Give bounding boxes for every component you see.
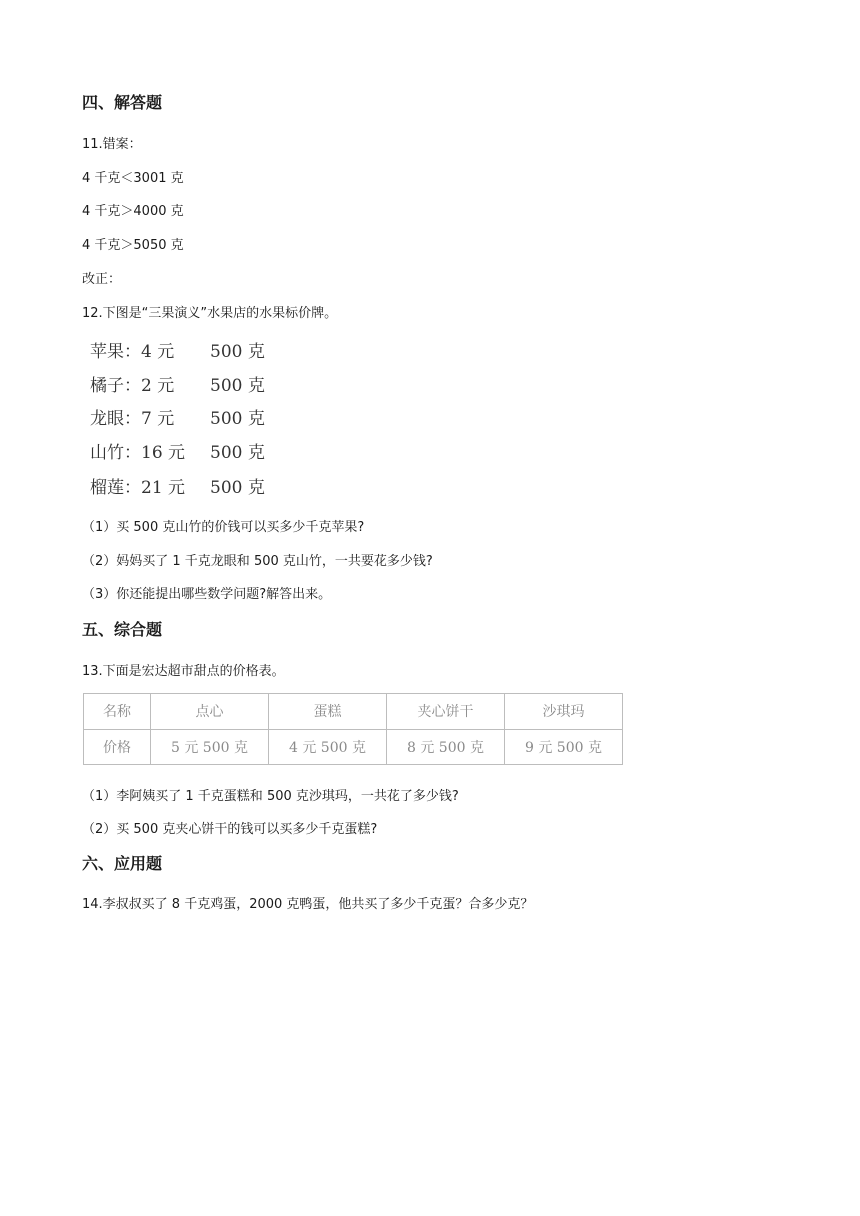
q11-line-1: 4 千克＜3001 克 [82, 171, 184, 186]
table-cell: 价格 [84, 729, 151, 765]
q11-line-3: 4 千克＞5050 克 [82, 238, 184, 253]
section-6-title: 六、应用题 [82, 854, 163, 873]
price-tag-weight: 500 克 [210, 376, 265, 396]
table-cell: 夹心饼干 [387, 694, 505, 730]
q11-stem: 11.错案： [82, 137, 142, 152]
table-row [84, 694, 623, 730]
price-tag-weight: 500 克 [210, 409, 265, 429]
price-table [83, 693, 623, 765]
q13-sub-2: （2）买 500 克夹心饼干的钱可以买多少千克蛋糕? [82, 822, 378, 837]
q13-sub-1: （1）李阿姨买了 1 千克蛋糕和 500 克沙琪玛，一共花了多少钱? [82, 789, 459, 804]
section-5-title: 五、综合题 [82, 620, 163, 639]
price-tag-weight: 500 克 [210, 443, 265, 463]
price-tag-name-price: 榴莲：21 元 [90, 478, 186, 498]
price-tag-weight: 500 克 [210, 342, 265, 362]
price-tag-row [90, 473, 265, 498]
q12-stem: 12.下图是“三果演义”水果店的水果标价牌。 [82, 306, 338, 321]
table-cell: 名称 [84, 694, 151, 730]
price-tag-name-price: 苹果：4 元 [90, 342, 175, 362]
price-tag-name-price: 橘子：2 元 [90, 376, 175, 396]
section-4-title: 四、解答题 [82, 93, 163, 112]
q14-stem: 14.李叔叔买了 8 千克鸡蛋，2000 克鸭蛋，他共买了多少千克蛋？合多少克？ [82, 897, 534, 912]
price-tag-row [90, 404, 265, 429]
table-cell: 点心 [151, 694, 269, 730]
price-tag-row [90, 337, 265, 362]
price-tag-row [90, 371, 265, 396]
q13-stem: 13.下面是宏达超市甜点的价格表。 [82, 664, 285, 679]
q12-sub-2: （2）妈妈买了 1 千克龙眼和 500 克山竹，一共要花多少钱? [82, 554, 433, 569]
table-row [84, 729, 623, 765]
price-tag-name-price: 龙眼：7 元 [90, 409, 175, 429]
q11-line-2: 4 千克＞4000 克 [82, 204, 184, 219]
price-tag-row [90, 438, 265, 463]
table-cell: 沙琪玛 [505, 694, 623, 730]
q11-fix-label: 改正： [82, 272, 122, 287]
table-cell: 5 元 500 克 [151, 729, 269, 765]
price-tag-weight: 500 克 [210, 478, 265, 498]
table-cell: 8 元 500 克 [387, 729, 505, 765]
q12-sub-3: （3）你还能提出哪些数学问题?解答出来。 [82, 587, 332, 602]
table-cell: 9 元 500 克 [505, 729, 623, 765]
price-tag-name-price: 山竹：16 元 [90, 443, 186, 463]
table-cell: 4 元 500 克 [269, 729, 387, 765]
table-cell: 蛋糕 [269, 694, 387, 730]
q12-sub-1: （1）买 500 克山竹的价钱可以买多少千克苹果? [82, 520, 365, 535]
